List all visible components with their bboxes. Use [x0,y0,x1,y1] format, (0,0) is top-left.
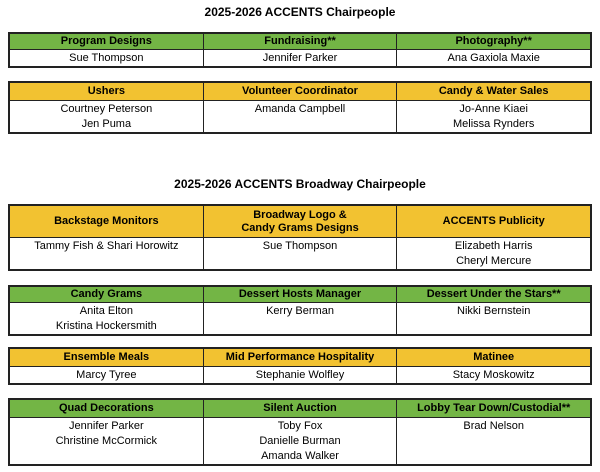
role-header: ACCENTS Publicity [396,206,590,237]
chairperson-cell [203,367,397,383]
table-header-row [10,287,590,303]
chairperson-cell [396,367,590,383]
chairperson-name: Christine McCormick [55,435,158,447]
chairperson-name: Elizabeth Harris [454,240,533,252]
chairperson-cell [203,303,397,334]
role-header: Ensemble Meals [63,351,150,363]
chairperson-cell [396,303,590,334]
table-names-row [10,418,590,464]
section-title-broadway-chairpeople: 2025-2026 ACCENTS Broadway Chairpeople [174,177,426,191]
chairperson-name: Amanda Campbell [254,103,346,115]
role-header: Mid Performance Hospitality [203,349,397,366]
chairperson-cell [396,50,590,66]
role-header: Broadway Logo & Candy Grams Designs [203,206,397,237]
chairperson-name: Sue Thompson [262,240,338,252]
chairperson-name: Tammy Fish & Shari Horowitz [34,240,179,252]
chair-table-1 [8,32,592,68]
chairperson-name: Courtney Peterson [60,103,153,115]
role-header: Program Designs [60,35,152,47]
chairperson-name: Stephanie Wolfley [255,369,345,381]
table-header-row [10,400,590,418]
chairperson-name: Kerry Berman [266,305,334,317]
role-header: Silent Auction [203,400,397,417]
role-header: Dessert Under the Stars** [396,287,590,302]
chairperson-name: Melissa Rynders [453,118,535,130]
chairperson-cell [203,238,397,269]
table-names-row [10,238,590,269]
chairperson-cell [203,418,397,464]
chair-table-6 [8,398,592,466]
chair-table-5 [8,347,592,385]
chair-table-3 [8,204,592,271]
chairperson-name: Anita Elton [79,305,133,317]
table-names-row [10,50,590,66]
chairperson-name: Kristina Hockersmith [55,320,157,332]
table-header-row [10,83,590,101]
role-header: Photography** [396,34,590,49]
chairperson-cell [396,238,590,269]
section-title-chairpeople: 2025-2026 ACCENTS Chairpeople [204,5,396,19]
chairperson-name: Stacy Moskowitz [452,369,535,381]
chairperson-name: Jo-Anne Kiaei [459,103,528,115]
chairperson-name: Toby Fox [277,420,323,432]
chairperson-name: Jennifer Parker [69,420,144,432]
chair-table-2 [8,81,592,134]
chairperson-cell [10,50,203,66]
table-names-row [10,303,590,334]
role-header: Volunteer Coordinator [203,83,397,100]
chairperson-name: Nikki Bernstein [457,305,531,317]
role-header: Candy & Water Sales [396,83,590,100]
chairperson-cell [10,238,203,269]
chairperson-cell [396,418,590,464]
chairperson-cell [10,367,203,383]
chairperson-name: Cheryl Mercure [456,255,532,267]
chairperson-name: Marcy Tyree [76,369,137,381]
role-header: Dessert Hosts Manager [203,287,397,302]
chairperson-cell [10,303,203,334]
role-header: Quad Decorations [58,402,154,414]
chairperson-name: Ana Gaxiola Maxie [447,52,540,64]
table-header-row [10,206,590,238]
chairperson-name: Amanda Walker [261,450,339,462]
chair-table-4 [8,285,592,336]
role-header: Fundraising** [203,34,397,49]
chairperson-name: Brad Nelson [463,420,524,432]
table-names-row [10,101,590,132]
chairperson-name: Jennifer Parker [262,52,338,64]
role-header: Lobby Tear Down/Custodial** [396,400,590,417]
role-header: Ushers [87,85,125,97]
chairperson-cell [10,418,203,464]
chairperson-cell [203,50,397,66]
table-names-row [10,367,590,383]
chairperson-name: Sue Thompson [69,52,144,64]
chairperson-cell [203,101,397,132]
role-header: Backstage Monitors [54,215,159,227]
chairperson-cell [396,101,590,132]
table-header-row [10,34,590,50]
table-header-row [10,349,590,367]
role-header: Matinee [396,349,590,366]
role-header: Candy Grams [70,288,143,300]
chairperson-cell [10,101,203,132]
chairperson-name: Jen Puma [81,118,132,130]
chairperson-name: Danielle Burman [259,435,341,447]
